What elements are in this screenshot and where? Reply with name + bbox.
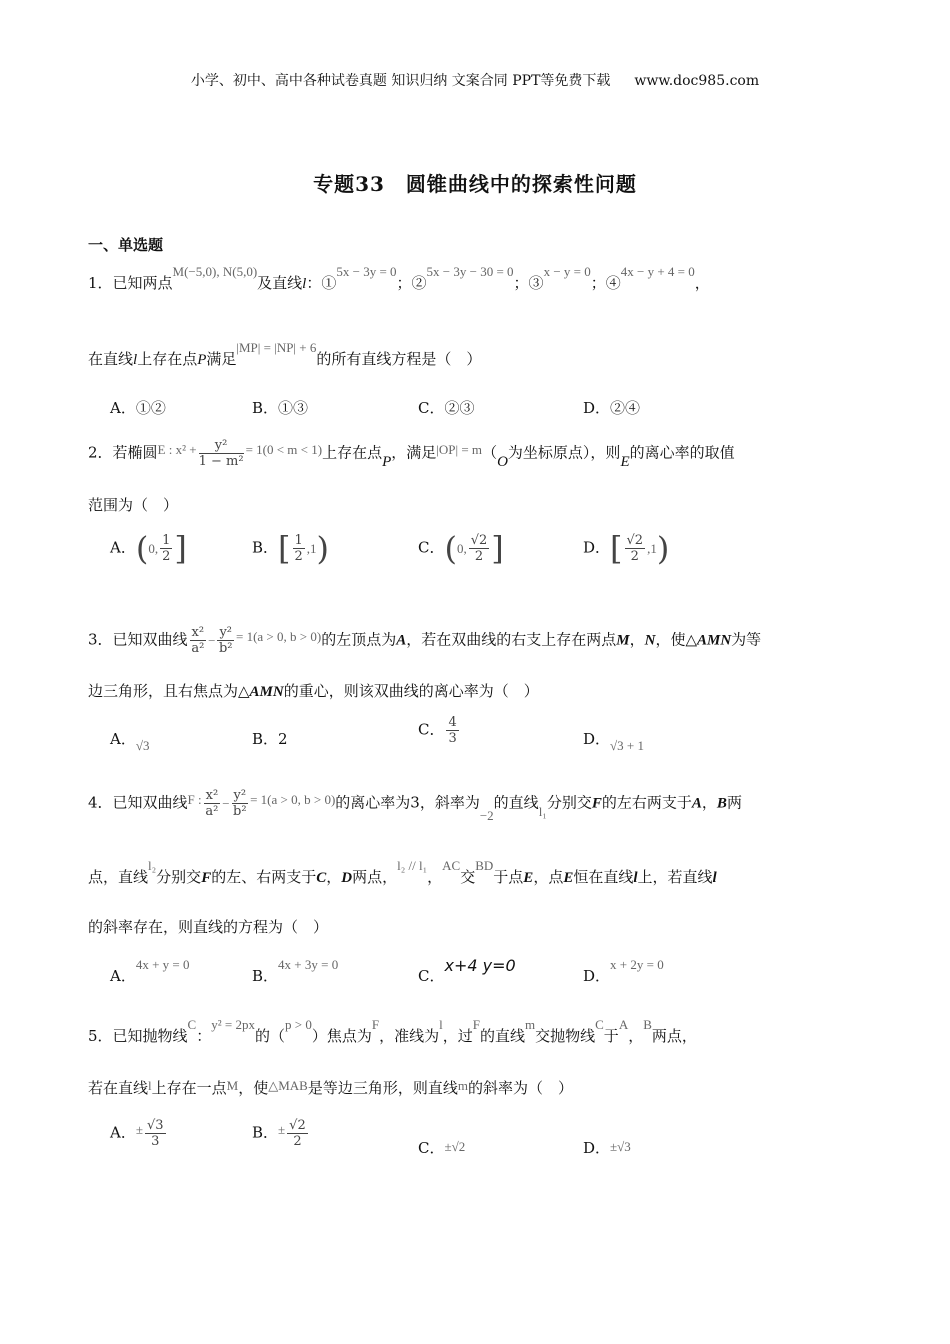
q3-line2: 边三角形，且右焦点为△AMN的重心，则该双曲线的离心率为（ ） bbox=[88, 682, 539, 700]
page-title: 专题33 圆锥曲线中的探索性问题 bbox=[313, 172, 637, 196]
q3-option-d[interactable]: D．√3 + 1 bbox=[583, 730, 644, 753]
q1-option-a[interactable]: A．①② bbox=[110, 399, 166, 417]
q5-line2: 若在直线l上存在一点M，使△MAB是等边三角形，则直线m的斜率为（ ） bbox=[88, 1078, 574, 1097]
q4-option-b[interactable]: B．4x + 3y = 0 bbox=[252, 957, 339, 985]
section-heading: 一、单选题 bbox=[88, 236, 164, 254]
q3-option-b[interactable]: B．2 bbox=[252, 730, 288, 748]
q2-option-b[interactable]: B．[ $\frac{1}{2}$ ,1) bbox=[252, 529, 330, 568]
header-text: 小学、初中、高中各种试卷真题 知识归纳 文案合同 PPT等免费下载 bbox=[190, 73, 611, 89]
page-header bbox=[0, 70, 950, 90]
header-site: www.doc985.com bbox=[634, 73, 760, 89]
q3-option-c[interactable]: C． $\frac{4}{3}$ bbox=[418, 715, 457, 746]
q4-line3: 的斜率存在，则直线的方程为（ ） bbox=[88, 918, 329, 936]
q5-option-d[interactable]: D．±√3 bbox=[583, 1139, 631, 1157]
q4-option-a[interactable]: A．4x + y = 0 bbox=[110, 957, 190, 985]
q2-option-a[interactable]: A．(0, $\frac{1}{2}$ ] bbox=[110, 529, 187, 568]
q2-option-c[interactable]: C．(0, $\frac{√2}{2}$ ] bbox=[418, 529, 504, 568]
q3-option-a[interactable]: A．√3 bbox=[110, 730, 150, 753]
q1-option-d[interactable]: D．②④ bbox=[583, 399, 641, 417]
q1-line2: 在直线l上存在点P满足|MP| = |NP| + 6的所有直线方程是（ ） bbox=[88, 340, 482, 368]
q2-option-d[interactable]: D．[ $\frac{√2}{2}$ ,1) bbox=[583, 529, 670, 568]
q4-option-c[interactable]: C．x+4 y=0 bbox=[418, 956, 516, 985]
q5-option-b[interactable]: B．± $\frac{√2}{2}$ bbox=[252, 1118, 306, 1149]
q5-option-c[interactable]: C．±√2 bbox=[418, 1139, 466, 1157]
q1-option-b[interactable]: B．①③ bbox=[252, 399, 309, 417]
q2-line2: 范围为（ ） bbox=[88, 496, 179, 514]
q4-option-d[interactable]: D．x + 2y = 0 bbox=[583, 957, 664, 985]
q3-line1: 3．已知双曲线 $\frac{\text{x²}}{\text{a²}}$ − $\frac{\text{y²}}{\text{b²}}$ = 1(a > 0, b > 0)的左顶点为A，若在双曲线的右支上存在两点M，N，使△AMN为等 bbox=[88, 625, 762, 656]
q5-line1: 5．已知抛物线C：y² = 2px的（p > 0）焦点为F，准线为l，过F的直线m交抛物线C于A，B两点， bbox=[88, 1017, 697, 1045]
q4-line1: 4．已知双曲线F : $\frac{\text{x²}}{\text{a²}}$ − $\frac{\text{y²}}{\text{b²}}$ = 1(a > 0, b > 0)的离心率为3，斜率为−2的直线l₁分别交F的左右两支于A，B两 bbox=[88, 788, 742, 823]
q1-line1: 1．已知两点M(−5,0), N(5,0)及直线l：①5x − 3y = 0；②5x − 3y − 30 = 0；③x − y = 0；④4x − y + 4 = 0， bbox=[88, 264, 710, 292]
q4-line2: 点，直线l₂分别交F的左、右两支于C，D两点，l₂ // l₁，AC交BD于点E，点E恒在直线l上，若直线l bbox=[88, 858, 717, 886]
q1-option-c[interactable]: C．②③ bbox=[418, 399, 475, 417]
q5-option-a[interactable]: A．± $\frac{√3}{3}$ bbox=[110, 1118, 164, 1149]
q2-line1: 2．若椭圆E : x² + $\frac{\text{y²}}{\text{1 − m²}}$ = 1(0 < m < 1)上存在点P，满足|OP| = m（O为坐标原点），则E的离心率的取值 bbox=[88, 438, 735, 470]
